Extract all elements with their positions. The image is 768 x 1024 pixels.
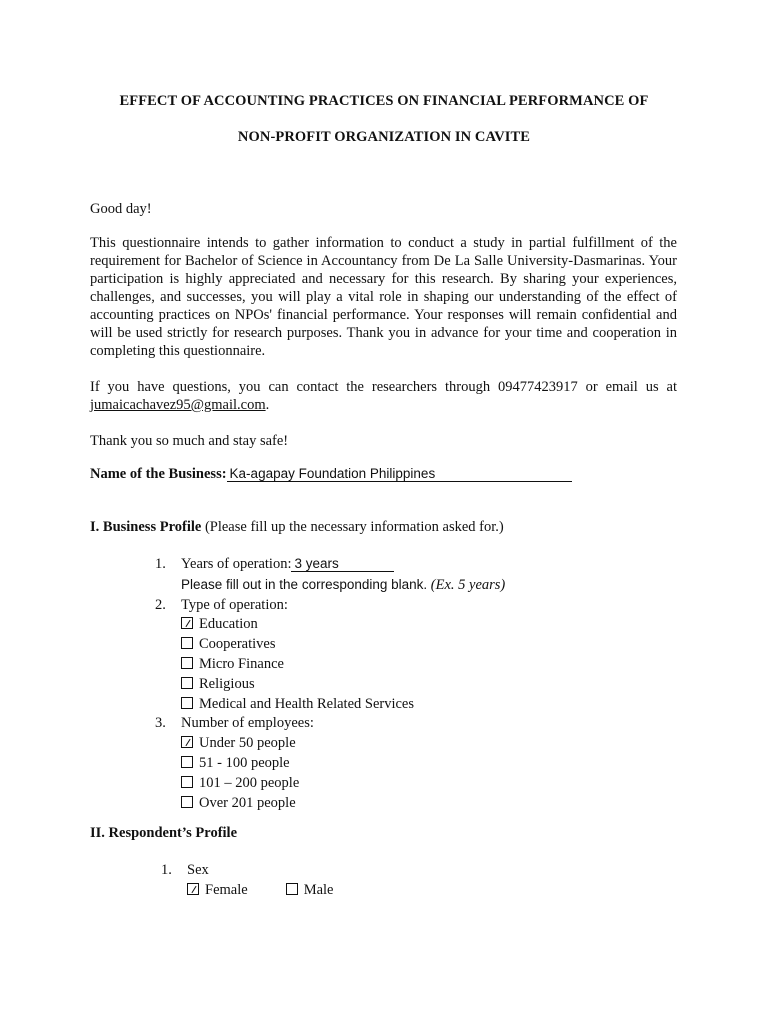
question-number: 2. — [155, 596, 166, 613]
option-label: Under 50 people — [199, 735, 296, 752]
business-name-field — [90, 466, 572, 483]
option-label: Male — [303, 881, 334, 898]
option-label: Cooperatives — [199, 636, 276, 653]
checkbox-icon[interactable] — [181, 756, 193, 768]
contact-paragraph — [90, 378, 677, 414]
checkbox-icon[interactable] — [181, 637, 193, 649]
document-title-line-2: NON-PROFIT ORGANIZATION IN CAVITE — [237, 129, 531, 145]
option-label: Female — [205, 881, 248, 898]
business-name-label: Name of the Business: — [90, 466, 227, 482]
option-micro-finance[interactable] — [155, 655, 715, 675]
email-link[interactable]: jumaicachavez95@gmail.com — [90, 397, 266, 413]
hint-example: (Ex. 5 years) — [427, 576, 506, 593]
checkbox-icon[interactable] — [181, 776, 193, 788]
option-education[interactable] — [155, 615, 715, 635]
checkbox-icon[interactable] — [181, 677, 193, 689]
thanks-text: Thank you so much and stay safe! — [90, 433, 289, 449]
question-number: 3. — [155, 715, 166, 732]
checkbox-icon[interactable] — [181, 697, 193, 709]
question-number: 1. — [155, 556, 166, 572]
option-label: Over 201 people — [199, 794, 296, 811]
business-profile-questions — [155, 555, 715, 813]
option-religious[interactable] — [155, 675, 715, 695]
question-label: Sex — [187, 862, 209, 878]
option-label: 51 - 100 people — [199, 754, 290, 771]
question-type-of-operation — [155, 596, 715, 616]
section-business-profile — [90, 519, 504, 536]
question-sex — [155, 861, 715, 881]
section-2-heading: II. Respondent’s Profile — [90, 825, 238, 841]
checkbox-icon[interactable] — [286, 883, 298, 895]
intro-paragraph: This questionnaire intends to gather information to conduct a study in partial fulfillment of the requirement for Bachelor of Science in Accountancy from De La Salle University-Dasmarinas. Your participation is highly appreciated and necessary for this research. By sharing your experiences, challenges, and successes, you will play a vital role in shaping our understanding of the effect of accounting practices on NPOs' financial performance. Your responses will remain confidential and will be used strictly for research purposes. Thank you in advance for your time and cooperation in completing this questionnaire. — [90, 235, 677, 359]
option-51-100[interactable] — [155, 754, 715, 774]
years-of-operation-input[interactable]: 3 years — [291, 556, 394, 572]
option-under-50[interactable] — [155, 734, 715, 754]
respondent-profile-questions — [155, 861, 715, 901]
option-female[interactable] — [187, 882, 248, 898]
checked-checkbox-icon[interactable] — [181, 617, 193, 629]
checked-checkbox-icon[interactable] — [181, 736, 193, 748]
option-male[interactable] — [286, 882, 334, 898]
question-label: Years of operation: — [181, 556, 292, 572]
option-label: Micro Finance — [199, 655, 284, 672]
option-label: 101 – 200 people — [199, 774, 300, 791]
question-label: Type of operation: — [181, 596, 288, 613]
option-medical-health[interactable] — [155, 695, 715, 715]
hint-text: Please fill out in the corresponding blank. — [181, 576, 428, 592]
option-label: Education — [199, 616, 258, 633]
checked-checkbox-icon[interactable] — [187, 883, 199, 895]
contact-end: . — [265, 397, 270, 413]
section-1-note: (Please fill up the necessary information asked for.) — [201, 519, 504, 535]
section-respondent-profile — [90, 825, 237, 842]
question-hint — [155, 575, 715, 596]
option-cooperatives[interactable] — [155, 635, 715, 655]
question-label: Number of employees: — [181, 715, 314, 732]
question-number: 1. — [161, 862, 172, 878]
option-101-200[interactable] — [155, 774, 715, 794]
checkbox-icon[interactable] — [181, 657, 193, 669]
option-over-201[interactable] — [155, 794, 715, 814]
option-label: Medical and Health Related Services — [199, 695, 415, 712]
document-title-line-1: EFFECT OF ACCOUNTING PRACTICES ON FINANCIAL PERFORMANCE OF — [119, 93, 649, 109]
question-years-of-operation — [155, 555, 715, 575]
business-name-input[interactable]: Ka-agapay Foundation Philippines — [227, 466, 572, 482]
section-1-heading: I. Business Profile — [90, 519, 202, 535]
option-label: Religious — [199, 675, 255, 692]
contact-text: If you have questions, you can contact the researchers through 09477423917 or email us at — [90, 379, 677, 395]
greeting-text: Good day! — [90, 201, 152, 217]
question-number-of-employees — [155, 714, 715, 734]
sex-options — [155, 881, 715, 901]
checkbox-icon[interactable] — [181, 796, 193, 808]
